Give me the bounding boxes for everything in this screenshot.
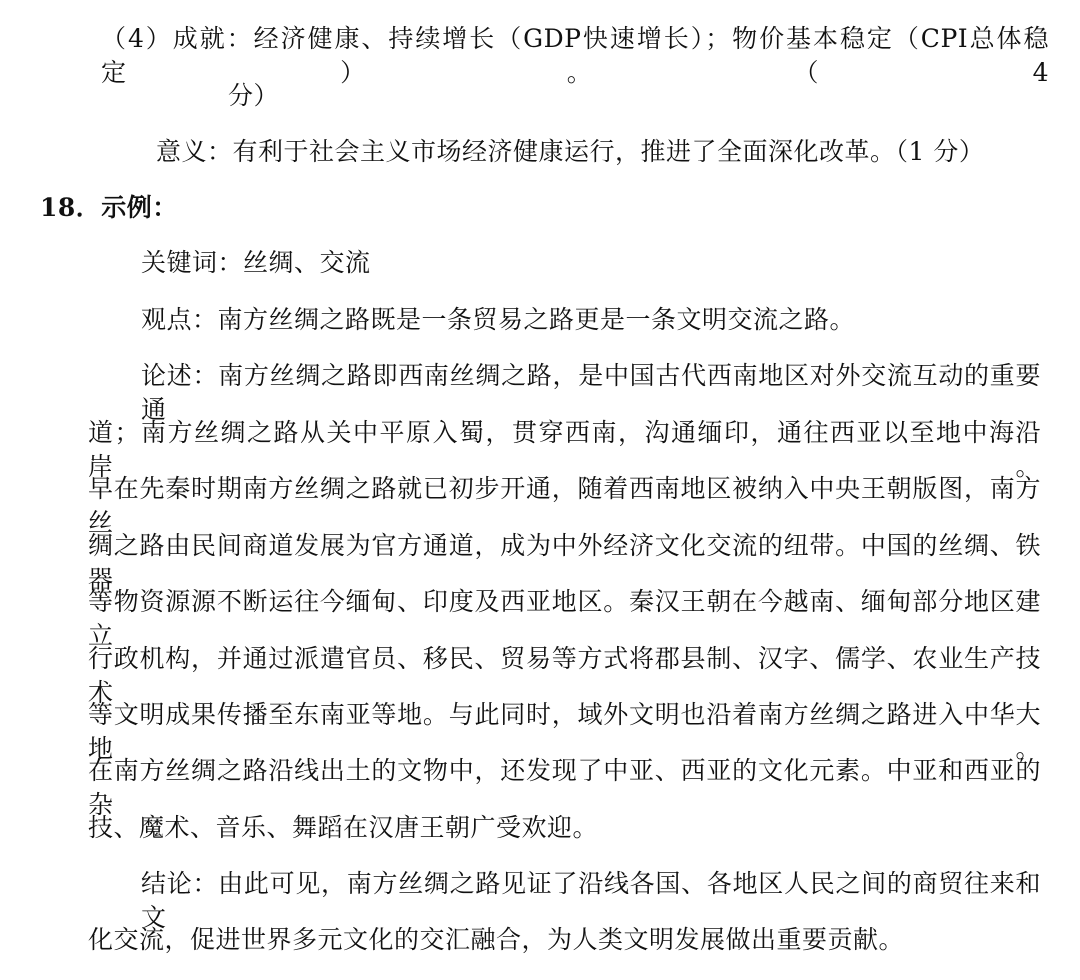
argument-line-2: 道；南方丝绸之路从关中平原入蜀，贯穿西南，沟通缅印，通往西亚以至地中海沿岸。 bbox=[88, 418, 1041, 481]
viewpoint-line: 观点：南方丝绸之路既是一条贸易之路更是一条文明交流之路。 bbox=[141, 305, 856, 334]
argument-line-9: 技、魔术、音乐、舞蹈在汉唐王朝广受欢迎。 bbox=[88, 813, 599, 842]
conclusion-line-2: 化交流，促进世界多元文化的交汇融合，为人类文明发展做出重要贡献。 bbox=[88, 925, 905, 954]
item-4-achievements-line-2: 分） bbox=[228, 81, 280, 110]
conclusion-line-1: 结论：由此可见，南方丝绸之路见证了沿线各国、各地区人民之间的商贸往来和文 bbox=[141, 869, 1041, 932]
argument-line-4: 绸之路由民间商道发展为官方通道，成为中外经济文化交流的纽带。中国的丝绸、铁器 bbox=[88, 531, 1041, 594]
argument-line-3: 早在先秦时期南方丝绸之路就已初步开通，随着西南地区被纳入中央王朝版图，南方丝 bbox=[88, 474, 1041, 537]
argument-line-5: 等物资源源不断运往今缅甸、印度及西亚地区。秦汉王朝在今越南、缅甸部分地区建立 bbox=[88, 587, 1041, 650]
item-4-significance: 意义：有利于社会主义市场经济健康运行，推进了全面深化改革。（1 分） bbox=[156, 137, 985, 166]
argument-line-6: 行政机构，并通过派遣官员、移民、贸易等方式将郡县制、汉字、儒学、农业生产技术 bbox=[88, 644, 1041, 707]
argument-line-7: 等文明成果传播至东南亚等地。与此同时，域外文明也沿着南方丝绸之路进入中华大地。 bbox=[88, 700, 1041, 763]
argument-line-1: 论述：南方丝绸之路即西南丝绸之路，是中国古代西南地区对外交流互动的重要通 bbox=[141, 361, 1041, 424]
argument-line-8: 在南方丝绸之路沿线出土的文物中，还发现了中亚、西亚的文化元素。中亚和西亚的杂 bbox=[88, 756, 1041, 819]
keywords-line: 关键词：丝绸、交流 bbox=[141, 248, 371, 277]
question-18-heading: 18．示例： bbox=[40, 193, 178, 222]
item-4-achievements-line-1: （4）成就：经济健康、持续增长（GDP快速增长）；物价基本稳定（CPI总体稳定）。（4 bbox=[101, 24, 1049, 87]
